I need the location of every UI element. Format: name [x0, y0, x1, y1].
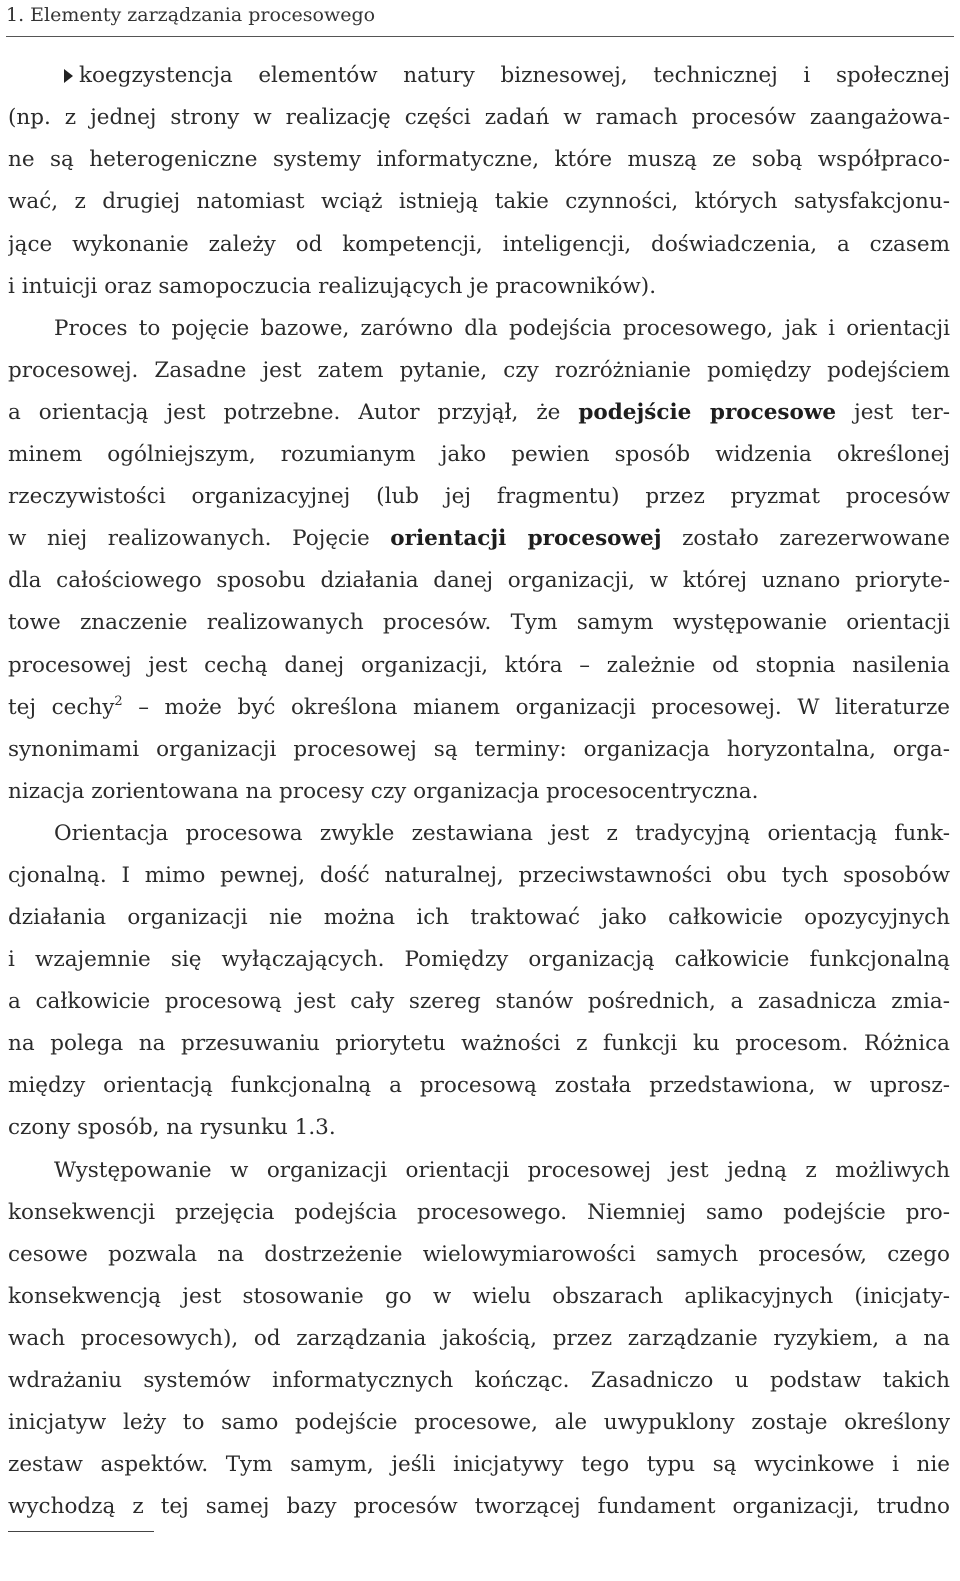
- text-line: Proces to pojęcie bazowe, zarówno dla podejścia procesowego, jak i orientacji: [54, 316, 950, 341]
- triangle-bullet-icon: [64, 69, 73, 83]
- text-line: tej cechy$^2$ – może być określona mianem organizacji procesowej. W literaturze: [8, 694, 950, 720]
- text-line: cesowe pozwala na dostrzeżenie wielowymiarowości samych procesów, czego: [8, 1242, 950, 1267]
- text-line: dla całościowego sposobu działania danej organizacji, w której uznano prioryte-: [8, 568, 950, 593]
- text-line: na polega na przesuwaniu priorytetu ważności z funkcji ku procesom. Różnica: [8, 1031, 950, 1056]
- text-line: inicjatyw leży to samo podejście procesowe, ale uwypuklony zostaje określony: [8, 1410, 950, 1435]
- text-line: między orientacją funkcjonalną a procesową została przedstawiona, w uprosz-: [8, 1073, 950, 1098]
- text-line: wać, z drugiej natomiast wciąż istnieją takie czynności, których satysfakcjonu-: [8, 189, 950, 214]
- text-line: rzeczywistości organizacyjnej (lub jej fragmentu) przez pryzmat procesów: [8, 484, 950, 509]
- text-line: wach procesowych), od zarządzania jakością, przez zarządzanie ryzykiem, a na: [8, 1326, 950, 1351]
- text-line: (np. z jednej strony w realizację części zadań w ramach procesów zaangażowa-: [8, 105, 950, 130]
- text-line: towe znaczenie realizowanych procesów. Tym samym występowanie orientacji: [8, 610, 950, 635]
- text-line: Występowanie w organizacji orientacji procesowej jest jedną z możliwych: [54, 1158, 950, 1183]
- text-line: jące wykonanie zależy od kompetencji, inteligencji, doświadczenia, a czasem: [8, 232, 950, 257]
- text-line: procesowej jest cechą danej organizacji, która – zależnie od stopnia nasilenia: [8, 653, 950, 678]
- text-line: ne są heterogeniczne systemy informatyczne, które muszą ze sobą współpraco-: [8, 147, 950, 172]
- text-line: konsekwencji przejęcia podejścia procesowego. Niemniej samo podejście pro-: [8, 1200, 950, 1225]
- text-line: synonimami organizacji procesowej są terminy: organizacja horyzontalna, orga-: [8, 737, 950, 762]
- text-line: wdrażaniu systemów informatycznych kończąc. Zasadniczo u podstaw takich: [8, 1368, 950, 1393]
- text-line: a całkowicie procesową jest cały szereg stanów pośrednich, a zasadnicza zmia-: [8, 989, 950, 1014]
- text-line: konsekwencją jest stosowanie go w wielu obszarach aplikacyjnych (inicjaty-: [8, 1284, 950, 1309]
- text-line: Orientacja procesowa zwykle zestawiana jest z tradycyjną orientacją funk-: [54, 821, 950, 846]
- text-line: w niej realizowanych. Pojęcie orientacji procesowej zostało zarezerwowane: [8, 526, 950, 551]
- text-line: wychodzą z tej samej bazy procesów tworzącej fundament organizacji, trudno: [8, 1494, 950, 1519]
- footnote-ref[interactable]: 2: [114, 694, 123, 709]
- text-line: zestaw aspektów. Tym samym, jeśli inicjatywy tego typu są wycinkowe i nie: [8, 1452, 950, 1477]
- bullet-item: [8, 58, 950, 94]
- text-line: działania organizacji nie można ich traktować jako całkowicie opozycyjnych: [8, 905, 950, 930]
- bold-term: podejście procesowe: [578, 400, 837, 425]
- text-line: a orientacją jest potrzebne. Autor przyjął, że podejście procesowe jest ter-: [8, 400, 950, 425]
- footnote-divider: [8, 1531, 154, 1532]
- text-line: koegzystencja elementów natury biznesowej, technicznej i społecznej: [79, 63, 950, 88]
- running-header: [6, 0, 954, 37]
- text-line: procesowej. Zasadne jest zatem pytanie, czy rozróżnianie pomiędzy podejściem: [8, 358, 950, 383]
- bold-term: orientacji procesowej: [390, 526, 662, 551]
- text-line: minem ogólniejszym, rozumianym jako pewien sposób widzenia określonej: [8, 442, 950, 467]
- text-line: czony sposób, na rysunku 1.3.: [8, 1115, 336, 1140]
- chapter-title: 1. Elementy zarządzania procesowego: [6, 4, 376, 26]
- text-line: i intuicji oraz samopoczucia realizujących je pracowników).: [8, 274, 657, 299]
- text-line: nizacja zorientowana na procesy czy organizacja procesocentryczna.: [8, 779, 759, 804]
- text-line: cjonalną. I mimo pewnej, dość naturalnej, przeciwstawności obu tych sposobów: [8, 863, 950, 888]
- text-line: i wzajemnie się wyłączających. Pomiędzy organizacją całkowicie funkcjonalną: [8, 947, 950, 972]
